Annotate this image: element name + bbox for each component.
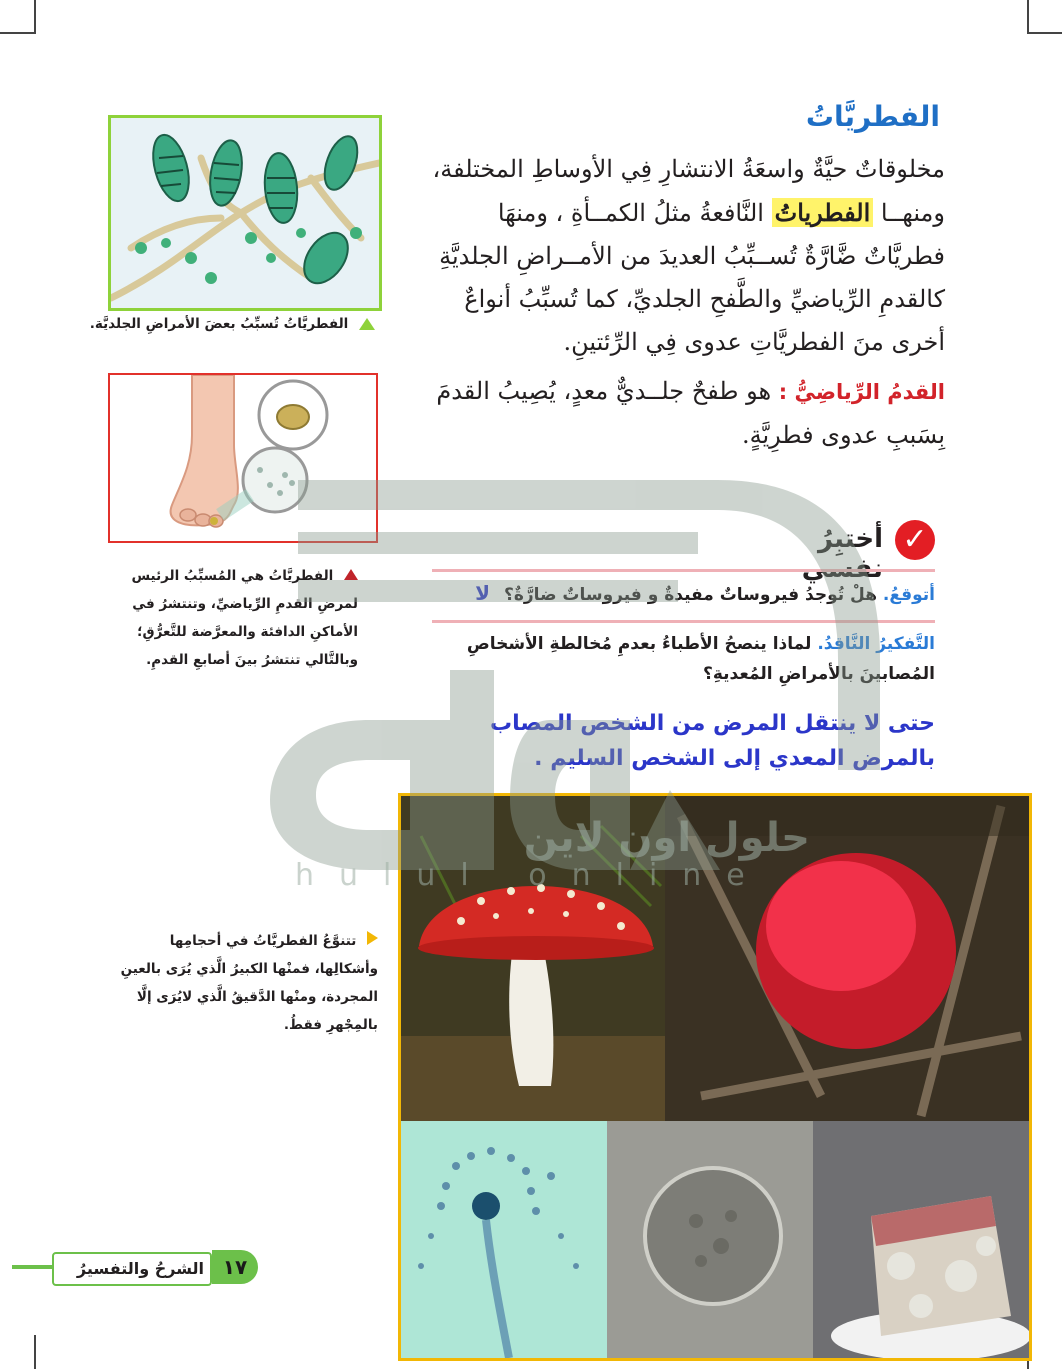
answer-critical-line-1: حتى لا ينتقل المرض من الشخص المصاب [489, 711, 935, 736]
definition-text: هو طفحٌ جلــديٌّ معدٍ، يُصِيبُ القدمَ بِسَببِ عدوى فطرِيَّةٍ. [436, 377, 945, 449]
page-footer [12, 1250, 258, 1284]
question-predict: أتوقعُ. هلْ تُوجدُ فيروساتٌ مفيدةٌ و فيروساتٌ ضارَّةٌ؟ لا [475, 581, 935, 605]
crop-mark [1028, 32, 1062, 34]
intro-paragraph [425, 148, 945, 364]
question-critical-thinking: التَّفكيرُ النَّاقدُ. لماذا ينصحُ الأطباءُ بعدمِ مُخالطةِ الأشخاصِ المُصابينَ بالأمراضِ المُعديةِ؟ [466, 634, 935, 684]
athletes-foot-image [108, 373, 378, 543]
athletes-foot-caption: الفطريَّاتُ هي المُسبِّبُ الرئيس لمرضِ القدمِ الرِّياضيِّ، وتنتشرُ في الأماكنِ الدافئة والمعرَّضة للتَّعرُّقِ؛ وبالتَّالي تنتشرُ بينَ أصابعِ القدمِ. [131, 568, 358, 668]
definition [425, 370, 945, 457]
self-test-title: أختبِرُ نفسي [801, 524, 883, 584]
crop-mark [0, 32, 34, 34]
question-label: أتوقعُ. [882, 585, 935, 605]
self-test-header [735, 520, 935, 584]
highlighted-term: الفطرياتُ [772, 198, 874, 227]
watermark-arabic: حلول اون لاين [523, 815, 810, 861]
section-title: الفطريَّاتُ [805, 100, 940, 133]
watermark-latin: hulul online [295, 858, 770, 893]
definition-term: القدمُ الرِّياضِيُّ : [778, 380, 945, 404]
crop-mark [1027, 0, 1029, 34]
paragraph-end: النَّافعةُ مثلُ الكمــأةِ ، ومنهَا فطريَّاتٌ ضَّارَّةٌ تُســبِّبُ العديدَ من الأمــراضِ الجلديَّةِ كالقدمِ الرِّياضيِّ والطَّفحِ الجلديِّ، كما تُسبِّبُ أنواعٌ أخرى منَ الفطريَّاتِ عدوى فِي الرِّئتينِ. [439, 199, 945, 356]
fungi-photo-grid [398, 793, 1032, 1361]
check-icon: ✓ [895, 520, 935, 560]
red-triangle-icon [344, 569, 358, 580]
footer-section-label: الشرحُ والتفسيرُ [52, 1252, 212, 1286]
paragraph-start: مخلوقاتٌ حيَّةٌ واسعَةُ الانتشارِ فِي الأوساطِ المختلفة، ومنهــا [432, 155, 945, 227]
crop-mark [34, 0, 36, 34]
page-number: ١٧ [212, 1250, 258, 1284]
crop-mark [34, 1335, 36, 1369]
fungi-variety-caption: تتنوَّعُ الفطريَّاتُ في أحجامِها وأشكالِها، فمنْها الكبيرُ الَّذي يُرَى بالعينِ المجردة، ومنْها الدَّقيقُ الَّذي لايُرَى إلَّا بالمِجْهرِ فقطُ. [120, 933, 378, 1033]
green-triangle-icon [359, 318, 375, 330]
question-label: التَّفكيرُ النَّاقدُ. [817, 634, 935, 654]
foot-illustration [110, 375, 376, 541]
fungi-micrograph [108, 115, 382, 311]
fungi-illustration [111, 118, 379, 308]
fungi-photos [401, 796, 1029, 1358]
answer-predict: لا [475, 581, 491, 605]
yellow-triangle-icon [367, 931, 378, 945]
divider [432, 620, 935, 623]
answer-critical-line-2: بالمرض المعدي إلى الشخص السليم . [534, 746, 935, 771]
divider [432, 569, 935, 572]
fungi-image-caption: الفطريَّاتُ تُسبِّبُ بعضَ الأمراضِ الجلديَّة. [80, 310, 375, 338]
